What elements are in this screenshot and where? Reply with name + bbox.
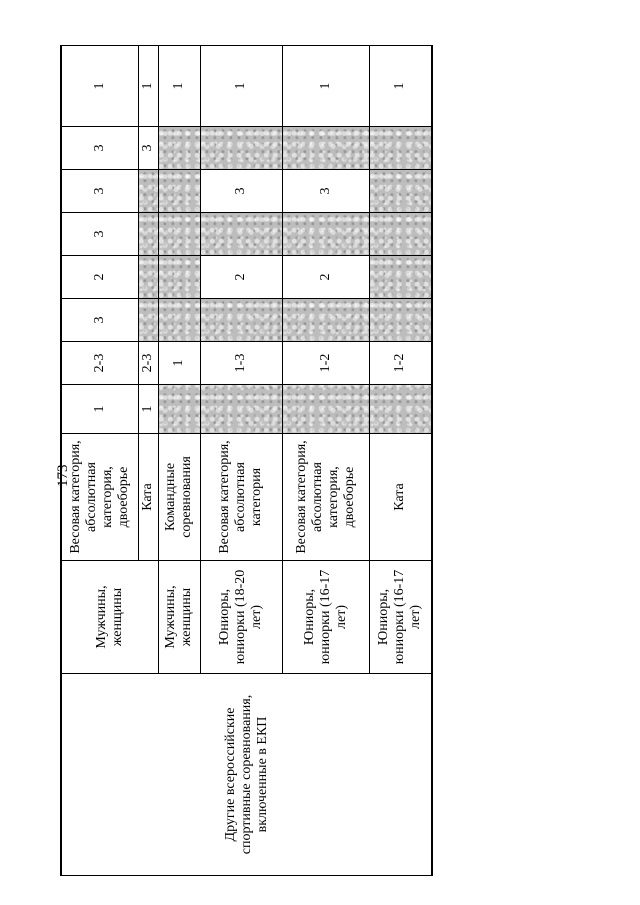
value-cell: 2: [200, 256, 282, 299]
shaded-cell: [369, 299, 432, 342]
participant-group-cell: Мужчины, женщины: [158, 561, 200, 674]
value-cell: 2: [61, 256, 138, 299]
value-cell: 1: [138, 46, 158, 127]
shaded-cell: [369, 385, 432, 434]
value-cell: 2-3: [138, 342, 158, 385]
shaded-cell: [138, 170, 158, 213]
shaded-cell: [282, 213, 369, 256]
table-row: [61, 46, 138, 876]
discipline-cell: Ката: [138, 434, 158, 561]
shaded-cell: [282, 299, 369, 342]
participant-group-cell: Юниоры, юниорки (16-17 лет): [369, 561, 432, 674]
shaded-cell: [158, 385, 200, 434]
shaded-cell: [282, 385, 369, 434]
discipline-cell: Командные соревнования: [158, 434, 200, 561]
discipline-cell: Весовая категория, абсолютная категория, двоеборье: [61, 434, 138, 561]
page-number: 173: [55, 464, 71, 487]
shaded-cell: [369, 170, 432, 213]
shaded-cell: [158, 127, 200, 170]
discipline-cell: Весовая категория, абсолютная категория: [200, 434, 282, 561]
value-cell: 3: [200, 170, 282, 213]
value-cell: 1: [158, 46, 200, 127]
value-cell: 3: [61, 213, 138, 256]
value-cell: 1: [61, 385, 138, 434]
shaded-cell: [158, 299, 200, 342]
shaded-cell: [369, 127, 432, 170]
shaded-cell: [200, 127, 282, 170]
value-cell: 1-3: [200, 342, 282, 385]
shaded-cell: [138, 213, 158, 256]
value-cell: 1: [158, 342, 200, 385]
shaded-cell: [138, 256, 158, 299]
shaded-cell: [369, 213, 432, 256]
shaded-cell: [158, 213, 200, 256]
shaded-cell: [369, 256, 432, 299]
participant-group-cell: Мужчины, женщины: [61, 561, 158, 674]
shaded-cell: [138, 299, 158, 342]
value-cell: 3: [61, 299, 138, 342]
sports-competitions-table: [60, 45, 433, 876]
shaded-cell: [158, 256, 200, 299]
participant-group-cell: Юниоры, юниорки (16-17 лет): [282, 561, 369, 674]
shaded-cell: [282, 127, 369, 170]
value-cell: 1: [138, 385, 158, 434]
shaded-cell: [200, 385, 282, 434]
value-cell: 3: [61, 170, 138, 213]
value-cell: 2: [282, 256, 369, 299]
value-cell: 1-2: [369, 342, 432, 385]
shaded-cell: [158, 170, 200, 213]
value-cell: 2-3: [61, 342, 138, 385]
shaded-cell: [200, 213, 282, 256]
competition-type-cell: Другие всероссийские спортивные соревнования, включенные в ЕКП: [61, 674, 432, 876]
participant-group-cell: Юниоры, юниорки (18-20 лет): [200, 561, 282, 674]
value-cell: 3: [61, 127, 138, 170]
value-cell: 1: [200, 46, 282, 127]
value-cell: 1: [61, 46, 138, 127]
shaded-cell: [200, 299, 282, 342]
value-cell: 1-2: [282, 342, 369, 385]
value-cell: 1: [282, 46, 369, 127]
value-cell: 3: [282, 170, 369, 213]
discipline-cell: Весовая категория, абсолютная категория, двоеборье: [282, 434, 369, 561]
discipline-cell: Ката: [369, 434, 432, 561]
value-cell: 1: [369, 46, 432, 127]
value-cell: 3: [138, 127, 158, 170]
